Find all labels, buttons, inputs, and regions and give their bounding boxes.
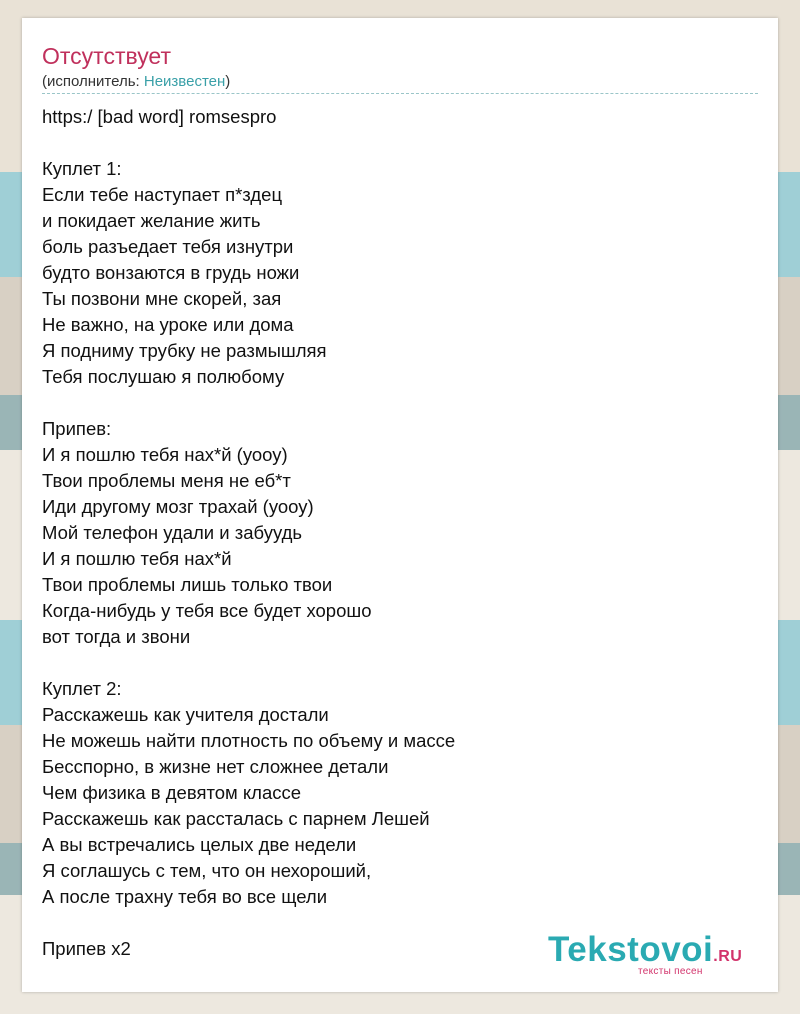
artist-link[interactable]: Неизвестен (143, 73, 226, 90)
lyrics-line: Припев: (42, 418, 112, 439)
title-divider (42, 93, 758, 94)
lyrics-line: Мой телефон удали и забуудь (42, 522, 303, 543)
lyrics-line: боль разъедает тебя изнутри (42, 236, 294, 257)
lyrics-line: И я пошлю тебя нах*й (уооу) (42, 444, 288, 465)
lyrics-line: Бесспорно, в жизне нет сложнее детали (42, 756, 389, 777)
lyrics-line: Твои проблемы меня не еб*т (42, 470, 291, 491)
tekstovoi-logo[interactable] (548, 930, 768, 980)
lyrics-line: https:/ [bad word] romsespro (42, 106, 277, 127)
lyrics-blank-line (42, 650, 758, 676)
lyrics-text (42, 104, 758, 962)
lyrics-line: Ты позвони мне скорей, зая (42, 288, 282, 309)
logo-wordmark (548, 930, 742, 970)
lyrics-line: Твои проблемы лишь только твои (42, 574, 333, 595)
lyrics-line: Расскажешь как учителя достали (42, 704, 329, 725)
artist-suffix: ) (225, 73, 231, 90)
lyrics-line: будто вонзаются в грудь ножи (42, 262, 300, 283)
artist-line (42, 73, 230, 90)
lyrics-line: Тебя послушаю я полюбому (42, 366, 285, 387)
lyrics-line: Куплет 1: (42, 158, 122, 179)
lyrics-line: Припев х2 (42, 938, 131, 959)
lyrics-line: А вы встречались целых две недели (42, 834, 357, 855)
lyrics-line: Я соглашусь с тем, что он нехороший, (42, 860, 372, 881)
lyrics-line: Иди другому мозг трахай (уооу) (42, 496, 314, 517)
lyrics-line: Не можешь найти плотность по объему и массе (42, 730, 456, 751)
logo-tld: .RU (713, 948, 743, 965)
lyrics-line: Чем физика в девятом классе (42, 782, 302, 803)
lyrics-line: А после трахну тебя во все щели (42, 886, 328, 907)
lyrics-line: и покидает желание жить (42, 210, 261, 231)
lyrics-line: Расскажешь как рассталась с парнем Лешей (42, 808, 430, 829)
lyrics-blank-line (42, 130, 758, 156)
song-title: Отсутствует (42, 43, 171, 69)
lyrics-line: Когда-нибудь у тебя все будет хорошо (42, 600, 372, 621)
artist-prefix: (исполнитель: (42, 73, 144, 90)
lyrics-line: Не важно, на уроке или дома (42, 314, 294, 335)
logo-name: Tekstovoi (548, 930, 714, 969)
lyrics-card (22, 18, 778, 992)
lyrics-line: Куплет 2: (42, 678, 122, 699)
lyrics-line: И я пошлю тебя нах*й (42, 548, 232, 569)
logo-tagline: тексты песен (638, 966, 703, 977)
lyrics-line: Если тебе наступает п*здец (42, 184, 283, 205)
lyrics-line: вот тогда и звони (42, 626, 191, 647)
lyrics-blank-line (42, 390, 758, 416)
lyrics-line: Я подниму трубку не размышляя (42, 340, 327, 361)
